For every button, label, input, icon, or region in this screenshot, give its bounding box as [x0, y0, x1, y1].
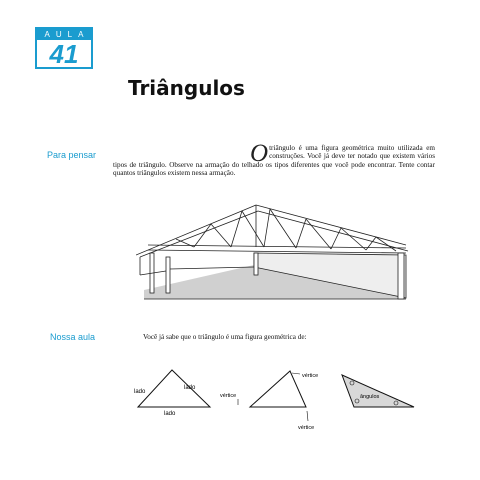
- roof-truss-illustration: [136, 195, 420, 310]
- vertex-label-3: vértice: [298, 425, 315, 431]
- lesson-number: 41: [49, 39, 79, 69]
- vertex-label-2: vértice: [220, 393, 237, 399]
- lesson-word: AULA: [37, 29, 91, 40]
- triangle-angles: [342, 375, 414, 407]
- angles-label: ângulos: [360, 394, 380, 400]
- lesson-badge: [35, 27, 93, 69]
- triangle-sides: [138, 370, 210, 407]
- intro-paragraph: [113, 140, 435, 177]
- lesson-text: Você já sabe que o triângulo é uma figura geométrica de:: [143, 333, 307, 341]
- page-title: Triângulos: [128, 76, 245, 100]
- side-label-3: lado: [164, 411, 176, 417]
- side-label-1: lado: [134, 389, 146, 395]
- vertex-label-1: vértice: [302, 373, 319, 379]
- intro-text: triângulo é uma figura geométrica muito utilizada em construções. Você já deve ter notado que existem vários tipos de triângulo. Observe na armação do telhado os tipos diferentes que você pode encontrar. Tente contar quantos triângulos existem nessa armação.: [113, 144, 435, 177]
- triangle-vertices: [250, 371, 306, 407]
- section-label-think: Para pensar: [47, 150, 97, 160]
- side-label-2: lado: [184, 385, 196, 391]
- section-label-lesson: Nossa aula: [50, 332, 96, 342]
- triangle-diagrams: [120, 365, 440, 435]
- dropcap: O: [250, 140, 269, 167]
